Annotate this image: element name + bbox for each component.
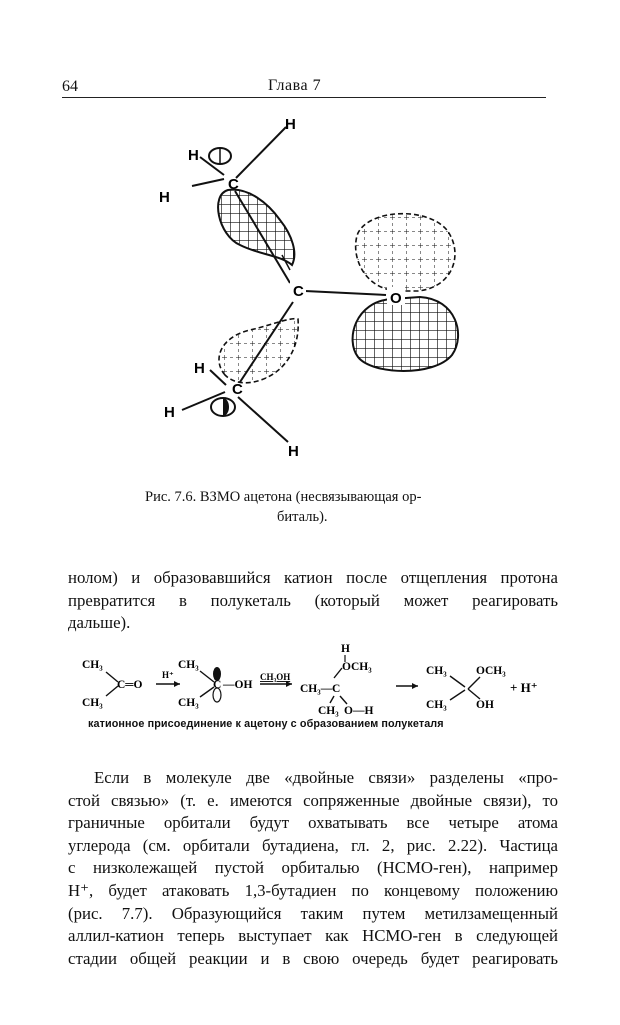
scheme-o-h: O—H	[344, 705, 374, 717]
scheme-ch3-d2: CH₃	[426, 699, 447, 711]
scheme-h-plus-label: H⁺	[162, 670, 174, 680]
scheme-oh-product: OH	[476, 699, 494, 711]
scheme-carbonyl: C═O	[117, 679, 143, 691]
scheme-oh: —OH	[223, 679, 253, 691]
atom-h-top-left: H	[159, 189, 170, 206]
atom-carbon-bottom: C	[232, 381, 243, 398]
atom-carbon-central: C	[293, 283, 304, 300]
oxygen-orbital-lower-lobe	[353, 297, 459, 371]
acetone-homo-figure	[140, 105, 500, 475]
figure-caption	[145, 487, 475, 527]
scheme-ch3-c: CH₃	[318, 705, 339, 717]
atom-h-bottom-upper: H	[194, 360, 205, 377]
scheme-ch3-a2: CH₃	[82, 697, 103, 709]
paragraph-line: аллил-катион теперь выступает как НСМО-ген в следующей	[68, 926, 558, 946]
bond-c-o	[305, 291, 386, 295]
atom-h-bottom-right: H	[288, 443, 299, 460]
atom-h-top-upper: H	[188, 147, 199, 164]
scheme-och3-intermediate: OCH₃	[342, 661, 372, 673]
paragraph-line: превратится в полукеталь (который может реагировать	[68, 590, 558, 610]
paragraph-line: нолом) и образовавшийся катион после отщепления протона	[68, 568, 558, 587]
lower-methyl-orbital-lobe	[219, 319, 298, 383]
bond-c-h-top-left	[192, 179, 224, 186]
paragraph-line: стадии общей реакции и в свою очередь будет реагировать	[68, 948, 558, 968]
paragraph-line: с низколежащей пустой орбиталью (НСМО-ген), например	[68, 858, 558, 878]
scheme-ch3-b1: CH₃	[178, 659, 199, 671]
paragraph-line: Если в молекуле две «двойные связи» разделены «про-	[94, 768, 558, 787]
scheme-ch3-dash: CH₃—	[300, 683, 333, 695]
scheme-methanol-label: CH₃OH	[260, 672, 291, 682]
atom-h-top-right: H	[285, 116, 296, 133]
atom-h-bottom-left: H	[164, 404, 175, 421]
scheme-caption: катионное присоединение к ацетону с образованием полукеталя	[88, 718, 444, 730]
scheme-intermediate-carbon: C	[332, 683, 341, 695]
atom-carbon-top: C	[228, 176, 239, 193]
header-rule	[62, 97, 546, 98]
paragraph-line: углерода (см. орбитали бутадиена, гл. 2, рис. 2.22). Частица	[68, 835, 558, 855]
bond-c-h-bottom-right	[238, 397, 288, 442]
reaction-scheme	[76, 640, 556, 720]
scheme-plus-proton: + H⁺	[510, 680, 538, 695]
oxygen-orbital-upper-lobe	[356, 214, 455, 291]
scheme-ch3-a1: CH₃	[82, 659, 103, 671]
paragraph-line: дальше).	[68, 613, 131, 633]
scheme-ch3-d1: CH₃	[426, 665, 447, 677]
atom-oxygen: O	[390, 290, 402, 307]
bond-c-h-top-right	[236, 127, 286, 178]
small-orbital-bottom	[211, 398, 235, 416]
figure-caption-line2: биталь).	[277, 509, 328, 525]
scheme-cation-carbon: C	[213, 679, 222, 691]
bonds	[182, 127, 386, 442]
paragraph-line: стой связью» (т. е. имеются сопряженные двойные связи), то	[68, 790, 558, 810]
scheme-h: H	[341, 643, 350, 655]
page-number: 64	[62, 78, 78, 95]
running-head: Глава 7	[268, 77, 322, 94]
paragraph-line: (рис. 7.7). Образующийся таким путем метилзамещенный	[68, 903, 558, 923]
upper-methyl-orbital-lobe	[218, 190, 294, 270]
paragraph-2	[68, 767, 558, 970]
scheme-ch3-b2: CH₃	[178, 697, 199, 709]
small-orbital-top	[209, 148, 231, 164]
figure-caption-line1: Рис. 7.6. ВЗМО ацетона (несвязывающая ор-	[145, 489, 422, 505]
scheme-och3-product: OCH₃	[476, 665, 506, 677]
paragraph-1	[68, 567, 558, 635]
paragraph-line: граничные орбитали будут охватывать все четыре атома	[68, 813, 558, 833]
paragraph-line: H⁺, будет атаковать 1,3-бутадиен по концевому положению	[68, 880, 558, 900]
